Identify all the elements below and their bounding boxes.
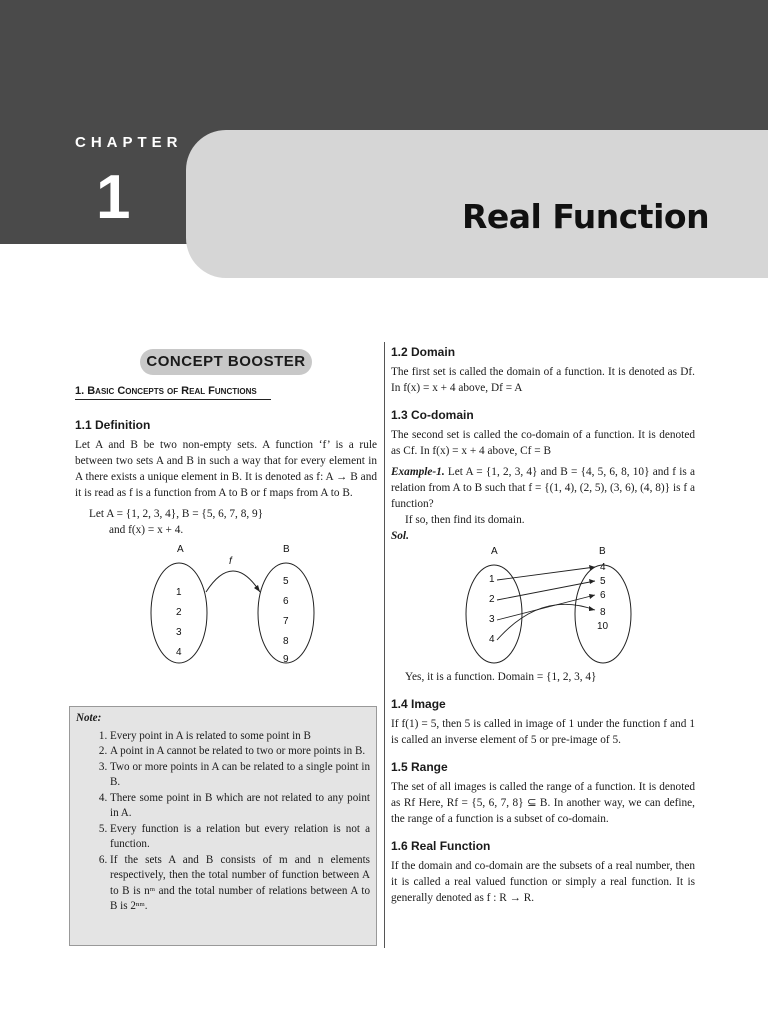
example-text: Let A = {1, 2, 3, 4} and B = {4, 5, 6, 8, 10} and f is a relation from A to B such that f = {(1, 4), (2, 5), (3, 6), (4, 8)} is f a function? bbox=[391, 466, 695, 510]
fx-line: and f(x) = x + 4. bbox=[109, 524, 184, 536]
diagram2-arrow-1-4 bbox=[497, 567, 595, 580]
diagram1-b-item: 5 bbox=[283, 576, 289, 587]
chapter-number: 1 bbox=[96, 163, 131, 232]
note-item: 1. Every point in A is related to some point in B bbox=[110, 729, 370, 745]
diagram1-b-item: 6 bbox=[283, 596, 289, 607]
note-item: 3. Two or more points in A can be related to a single point in B. bbox=[110, 760, 370, 791]
diagram2-a-item: 2 bbox=[489, 594, 495, 605]
diagram2-b-item: 4 bbox=[600, 562, 606, 573]
note-box bbox=[69, 706, 377, 946]
diagram1-a-item: 1 bbox=[176, 587, 182, 598]
section-heading: 1. Basic Concepts of Real Functions bbox=[75, 385, 271, 400]
note-title: Note: bbox=[76, 712, 102, 724]
heading-range: 1.5 Range bbox=[391, 760, 448, 774]
left-column bbox=[75, 345, 377, 671]
diagram2-a-item: 3 bbox=[489, 614, 495, 625]
diagram2-a-item: 1 bbox=[489, 574, 495, 585]
diagram1-b-item: 9 bbox=[283, 654, 289, 665]
example-label: Example-1. bbox=[391, 466, 445, 478]
definition-text: Let A and B be two non-empty sets. A function ‘f’ is a rule between two sets A and B in such a way that for every element in A there exists a unique element in B. It is denoted as f: A → B and it is read as f is a function from A to B or f maps from A to B. bbox=[75, 439, 377, 499]
diagram1-a-item: 2 bbox=[176, 607, 182, 618]
range-text: The set of all images is called the range of a function. It is denoted as Rf Here, Rf = {5, 6, 7, 8} ⊆ B. In another way, we can define, the range of a function is a subset of co-domain. bbox=[391, 781, 695, 825]
heading-real-function: 1.6 Real Function bbox=[391, 839, 491, 853]
diagram1-set-b-label: B bbox=[283, 544, 290, 555]
heading-domain: 1.2 Domain bbox=[391, 345, 456, 359]
note-list bbox=[76, 729, 370, 915]
note-item: 5. Every function is a relation but every relation is not a function. bbox=[110, 822, 370, 853]
diagram2-a-item: 4 bbox=[489, 634, 495, 645]
chapter-label: CHAPTER bbox=[75, 134, 183, 151]
example-question: If so, then find its domain. bbox=[405, 514, 525, 526]
right-column bbox=[391, 342, 695, 906]
diagram2-b-item: 6 bbox=[600, 590, 606, 601]
heading-definition: 1.1 Definition bbox=[75, 418, 151, 432]
heading-image: 1.4 Image bbox=[391, 697, 446, 711]
diagram1-arrow-label: f bbox=[229, 556, 232, 567]
diagram1-b-item: 8 bbox=[283, 636, 289, 647]
diagram2-b-item: 8 bbox=[600, 607, 606, 618]
mapping-diagram-2 bbox=[391, 544, 695, 664]
diagram2-set-b-label: B bbox=[599, 546, 606, 557]
let-line: Let A = {1, 2, 3, 4}, B = {5, 6, 7, 8, 9} bbox=[89, 508, 264, 520]
diagram1-arrowhead bbox=[254, 585, 260, 592]
mapping-diagram-1 bbox=[75, 540, 377, 666]
note-item: 4. There some point in B which are not related to any point in A. bbox=[110, 791, 370, 822]
diagram2-arrowhead bbox=[589, 579, 595, 584]
codomain-text: The second set is called the co-domain of a function. It is denoted as Cf. In f(x) = x + 4 above, Cf = B bbox=[391, 429, 695, 457]
diagram2-arrow-3-6 bbox=[497, 595, 595, 620]
diagram1-a-item: 3 bbox=[176, 627, 182, 638]
diagram1-arrow bbox=[206, 571, 260, 592]
diagram1-b-item: 7 bbox=[283, 616, 289, 627]
concept-booster-badge: CONCEPT BOOSTER bbox=[140, 349, 312, 375]
column-divider bbox=[384, 342, 385, 948]
heading-codomain: 1.3 Co-domain bbox=[391, 408, 474, 422]
image-text: If f(1) = 5, then 5 is called in image of 1 under the function f and 1 is called an inverse element of 5 or pre-image of 5. bbox=[391, 718, 695, 746]
diagram2-set-a-label: A bbox=[491, 546, 498, 557]
note-item: 2. A point in A cannot be related to two or more points in B. bbox=[110, 744, 370, 760]
diagram1-set-a-label: A bbox=[177, 544, 184, 555]
diagram2-arrowhead bbox=[589, 594, 595, 599]
diagram1-a-item: 4 bbox=[176, 647, 182, 658]
example-paragraph bbox=[391, 464, 695, 512]
diagram2-arrow-4-8 bbox=[497, 604, 595, 640]
real-function-text: If the domain and co-domain are the subsets of a real number, then it is called a real valued function or simply a real function. It is generally denoted as f : R → R. bbox=[391, 860, 695, 904]
note-item: 6. If the sets A and B consists of m and n elements respectively, then the total number of function between A to B is nᵐ and the total number of relations between A to B is 2ⁿᵐ. bbox=[110, 853, 370, 915]
diagram2-b-item: 5 bbox=[600, 576, 606, 587]
diagram2-b-item: 10 bbox=[597, 621, 609, 632]
solution-label: Sol. bbox=[391, 530, 409, 542]
answer-line: Yes, it is a function. Domain = {1, 2, 3, 4} bbox=[405, 671, 597, 683]
chapter-title: Real Function bbox=[462, 197, 710, 236]
diagram2-arrowhead bbox=[589, 606, 595, 611]
diagram2-arrow-2-5 bbox=[497, 581, 595, 600]
domain-text: The first set is called the domain of a function. It is denoted as Df. In f(x) = x + 4 above, Df = A bbox=[391, 366, 695, 394]
